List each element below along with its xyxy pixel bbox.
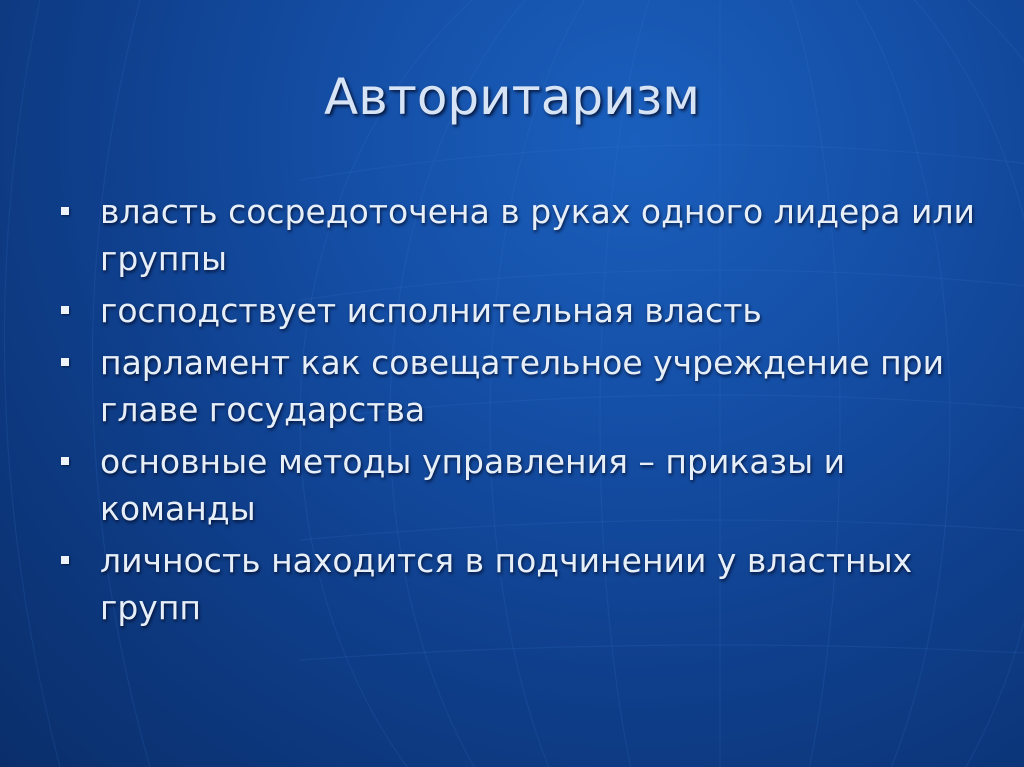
bullet-text: личность находится в подчинении у властных групп — [100, 541, 913, 627]
slide-title: Авторитаризм — [324, 68, 700, 126]
square-bullet-icon — [61, 457, 69, 465]
square-bullet-icon — [61, 306, 69, 314]
bullet-item — [60, 287, 980, 334]
square-bullet-icon — [61, 207, 69, 215]
bullet-text: парламент как совещательное учреждение при главе государства — [100, 343, 945, 429]
bullet-item — [60, 339, 980, 433]
bullet-item — [60, 537, 980, 631]
square-bullet-icon — [61, 556, 69, 564]
bullet-text: основные методы управления – приказы и команды — [100, 442, 846, 528]
bullet-item — [60, 438, 980, 532]
bullet-item — [60, 188, 980, 282]
bullet-text: господствует исполнительная власть — [100, 291, 762, 330]
bullet-list — [60, 188, 980, 636]
square-bullet-icon — [61, 358, 69, 366]
bullet-text: власть сосредоточена в руках одного лидера или группы — [100, 192, 975, 278]
